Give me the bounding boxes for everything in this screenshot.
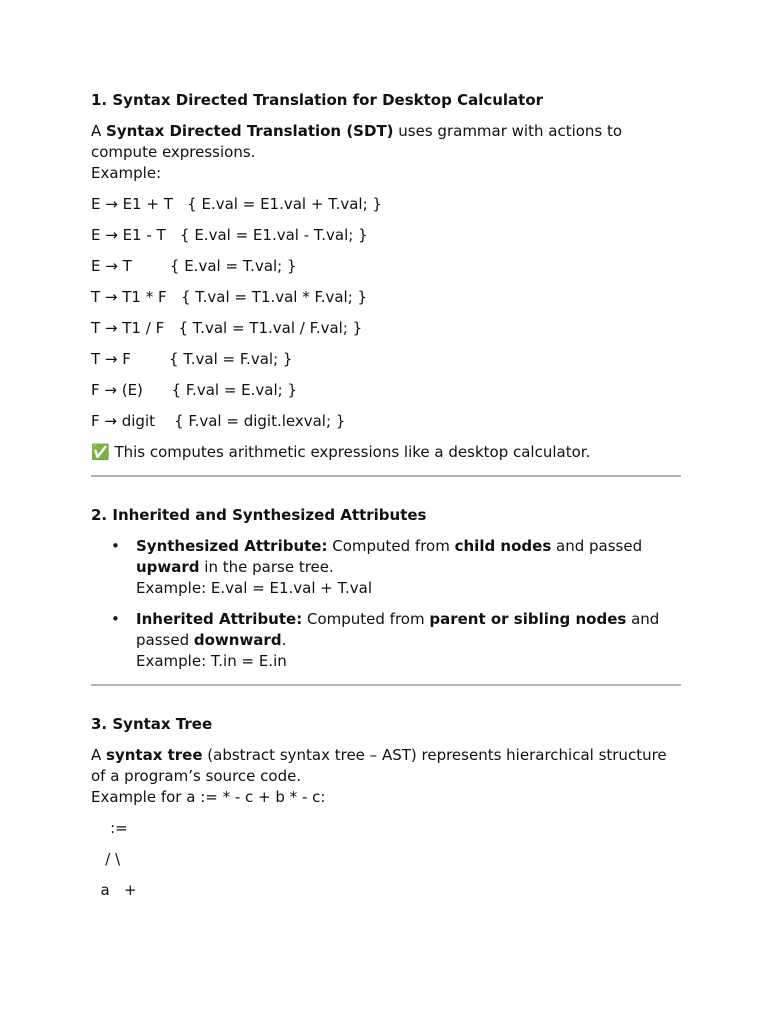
production-line: T → T1 / F { T.val = T1.val / F.val; } <box>91 319 363 337</box>
intro-bold-syntax-tree: syntax tree <box>106 746 203 764</box>
inh-label: Inherited Attribute: <box>136 610 303 628</box>
inh-text: . <box>281 631 287 649</box>
synth-bold-child-nodes: child nodes <box>454 537 552 555</box>
intro-text: A <box>91 122 107 140</box>
inh-example: Example: T.in = E.in <box>136 652 287 670</box>
section3-intro <box>91 745 681 787</box>
inh-bold-parent-sibling: parent or sibling nodes <box>429 610 627 628</box>
synth-bold-upward: upward <box>136 558 200 576</box>
production-line: F → (E) { F.val = E.val; } <box>91 381 298 399</box>
inh-text: Computed from <box>302 610 430 628</box>
inh-text: and passed <box>136 610 660 649</box>
bullet-icon: • <box>111 537 120 555</box>
production-line: E → T { E.val = T.val; } <box>91 257 297 275</box>
list-item-inherited <box>91 609 681 672</box>
production-line: T → F { T.val = F.val; } <box>91 350 293 368</box>
tree-line: / \ <box>91 850 121 868</box>
synth-text: and passed <box>551 537 643 555</box>
synth-text: in the parse tree. <box>199 558 334 576</box>
synth-text: Computed from <box>327 537 455 555</box>
section3-heading: 3. Syntax Tree <box>91 715 213 733</box>
section1-example-label: Example: <box>91 164 162 182</box>
synth-example: Example: E.val = E1.val + T.val <box>136 579 373 597</box>
section1-note: ✅ This computes arithmetic expressions like a desktop calculator. <box>91 443 591 461</box>
section-divider <box>91 684 681 686</box>
section1-intro <box>91 121 681 163</box>
list-item-synthesized <box>91 536 681 599</box>
synth-label: Synthesized Attribute: <box>136 537 328 555</box>
document-content <box>91 90 681 901</box>
inh-bold-downward: downward <box>193 631 282 649</box>
section2-heading: 2. Inherited and Synthesized Attributes <box>91 506 427 524</box>
production-line: E → E1 - T { E.val = E1.val - T.val; } <box>91 226 368 244</box>
production-line: T → T1 * F { T.val = T1.val * F.val; } <box>91 288 368 306</box>
bullet-icon: • <box>111 610 120 628</box>
intro-bold-sdt: Syntax Directed Translation (SDT) <box>106 122 394 140</box>
production-line: F → digit { F.val = digit.lexval; } <box>91 412 346 430</box>
section-divider <box>91 475 681 477</box>
section3-example-label: Example for a := * - c + b * - c: <box>91 788 326 806</box>
intro-text: (abstract syntax tree – AST) represents hierarchical structure of a program’s source code. <box>91 746 667 785</box>
production-line: E → E1 + T { E.val = E1.val + T.val; } <box>91 195 382 213</box>
tree-line: a + <box>91 881 137 899</box>
section1-heading: 1. Syntax Directed Translation for Desktop Calculator <box>91 91 544 109</box>
tree-line: := <box>91 819 128 837</box>
intro-text: uses grammar with actions to compute expressions. <box>91 122 623 161</box>
attributes-list <box>91 536 681 672</box>
intro-text: A <box>91 746 107 764</box>
